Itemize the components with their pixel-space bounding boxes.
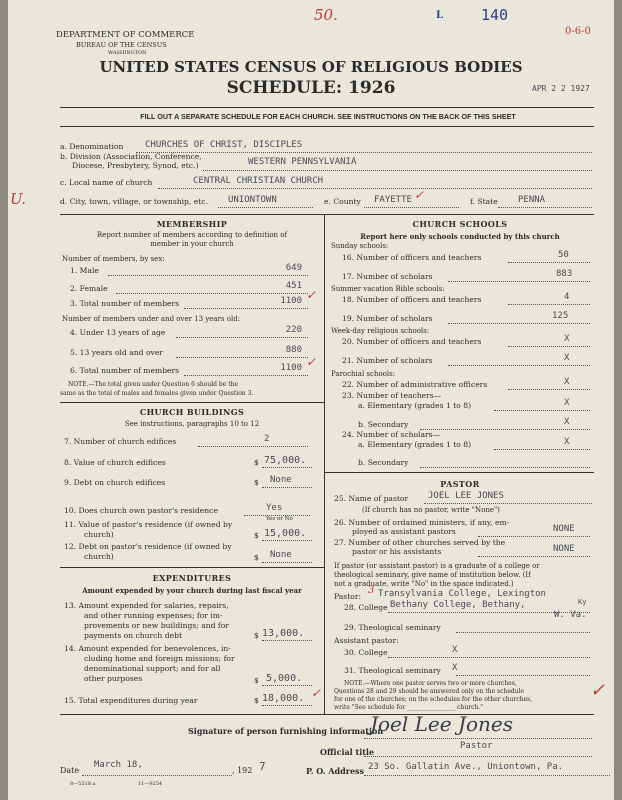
denomination-label: a. Denomination: [60, 142, 124, 151]
q29-label: 29. Theological seminary: [344, 623, 441, 632]
q16-label: 16. Number of officers and teachers: [342, 253, 482, 262]
q4-value: 220: [285, 325, 302, 335]
q14-label-1: 14. Amount expended for benevolences, in-: [64, 644, 231, 653]
pastor-note-2: Questions 28 and 29 should be answered only on the schedule: [334, 688, 525, 695]
official-title-label: Official title: [320, 747, 375, 757]
pastor-note-4: write "See schedule for ________________ church.": [334, 704, 483, 711]
q18-value: 4: [564, 292, 570, 302]
q23b-value: X: [564, 417, 570, 427]
blue-tick-mark: L: [436, 10, 444, 21]
q3-value: 1100: [280, 296, 302, 306]
division-label-2: Diocese, Presbytery, Synod, etc.): [72, 161, 199, 170]
county-label: e. County: [324, 197, 361, 206]
q11-dollar: $: [254, 531, 259, 540]
q5-label: 5. 13 years old and over: [70, 348, 163, 357]
membership-heading: MEMBERSHIP: [156, 219, 228, 229]
q3-label: 3. Total number of members: [70, 299, 180, 308]
date-label: Date: [60, 766, 80, 775]
q6-check-mark: ✓: [306, 355, 317, 369]
summer-schools-label: Summer vacation Bible schools:: [331, 285, 445, 293]
q1-value: 649: [285, 263, 302, 273]
assistant-pastor-label: Assistant pastor:: [334, 636, 399, 645]
members-by-sex-label: Number of members, by sex:: [62, 255, 165, 263]
city-name: WASHINGTON: [108, 50, 147, 56]
membership-note-1: NOTE.—The total given under Question 6 should be the: [68, 381, 239, 388]
sunday-schools-label: Sunday schools:: [331, 242, 389, 250]
official-title-value: Pastor: [460, 741, 493, 751]
yes-or-no-hint: Yes or No: [266, 516, 293, 522]
q23a-value: X: [564, 398, 570, 408]
red-check-pastor: ✓: [590, 680, 606, 701]
q30-value: X: [452, 645, 458, 655]
q30-label: 30. College: [344, 648, 388, 657]
q18-label: 18. Number of officers and teachers: [342, 295, 482, 304]
expenditures-heading: EXPENDITURES: [152, 573, 232, 583]
q10-value: Yes: [266, 503, 283, 513]
q11-label: 11. Value of pastor's residence (if owned by: [64, 520, 233, 529]
city-label: d. City, town, village, or township, etc.: [60, 197, 208, 206]
q13-label-1: 13. Amount expended for salaries, repairs,: [64, 601, 229, 610]
q1-label: 1. Male: [70, 266, 99, 275]
q28-ky: Ky: [578, 598, 587, 606]
buildings-heading: CHURCH BUILDINGS: [139, 407, 245, 417]
q7-label: 7. Number of church edifices: [64, 437, 177, 446]
state-label: f. State: [470, 197, 498, 206]
q13-value: 13,000.: [262, 628, 305, 639]
q27-value: NONE: [553, 544, 575, 554]
q15-check-mark: ✓: [311, 686, 322, 700]
schools-heading: CHURCH SCHOOLS: [412, 219, 508, 229]
q20-label: 20. Number of officers and teachers: [342, 337, 482, 346]
q15-value: 18,000.: [262, 693, 305, 704]
q8-dollar: $: [254, 458, 259, 467]
q11-label-2: church): [84, 530, 114, 539]
address-value: 23 So. Gallatin Ave., Uniontown, Pa.: [368, 762, 564, 772]
state-value: PENNA: [518, 195, 546, 205]
expenditures-subheading: Amount expended by your church during last fiscal year: [82, 586, 302, 595]
q31-value: X: [452, 663, 458, 673]
parochial-schools-label: Parochial schools:: [331, 370, 396, 378]
q27-label-2: pastor or his assistants: [352, 547, 442, 556]
q22-value: X: [564, 377, 570, 387]
q6-label: 6. Total number of members: [70, 366, 180, 375]
q14-label-3: denominational support; and for all: [84, 664, 221, 673]
q23-label: 23. Number of teachers—: [342, 391, 442, 400]
red-note-3: 3: [368, 585, 375, 596]
q8-label: 8. Value of church edifices: [64, 458, 166, 467]
q2-label: 2. Female: [70, 284, 108, 293]
q9-label: 9. Debt on church edifices: [64, 478, 166, 487]
q12-value: None: [270, 550, 292, 560]
pastor-note-3: for one of the churches; on the schedules for the other churches,: [334, 696, 533, 703]
q5-value: 880: [285, 345, 302, 355]
membership-intro-1: Report number of members according to definition of: [96, 231, 288, 239]
q24a-label: a. Elementary (grades 1 to 8): [358, 440, 472, 449]
q13-label-2: and other running expenses; for im-: [84, 611, 223, 620]
local-name-value: CENTRAL CHRISTIAN CHURCH: [193, 176, 324, 186]
pastor-note-1: NOTE.—Where one pastor serves two or more churches,: [344, 680, 517, 687]
q17-label: 17. Number of scholars: [342, 272, 433, 281]
received-stamp: APR 2 2 1927: [532, 84, 590, 93]
q15-label: 15. Total expenditures during year: [64, 696, 198, 705]
q8-value: 75,000.: [264, 455, 307, 466]
date-value: March 18,: [94, 760, 143, 770]
bureau-name: BUREAU OF THE CENSUS: [76, 41, 167, 49]
q23b-label: b. Secondary: [358, 420, 409, 429]
q12-label: 12. Debt on pastor's residence (if owned by: [64, 542, 232, 551]
year-digit: 7: [259, 760, 266, 773]
code-mark: 0-6-0: [565, 26, 591, 37]
local-name-label: c. Local name of church: [60, 178, 153, 187]
header-rule-top: [60, 107, 594, 108]
q9-dollar: $: [254, 478, 259, 487]
header-rule-bottom: [60, 126, 594, 127]
q12-dollar: $: [254, 553, 259, 562]
q25-value: JOEL LEE JONES: [428, 491, 504, 501]
q3-check-mark: ✓: [306, 288, 317, 302]
q28-label: 28. College: [344, 603, 388, 612]
q22-label: 22. Number of administrative officers: [342, 380, 488, 389]
q2-value: 451: [285, 281, 302, 291]
form-number-1: 8—5518 a: [70, 781, 96, 787]
schedule-title: SCHEDULE: 1926: [226, 78, 396, 98]
q27-label-1: 27. Number of other churches served by the: [334, 538, 506, 547]
schools-intro: Report here only schools conducted by this church: [360, 232, 560, 241]
members-by-age-label: Number of members under and over 13 years old:: [62, 315, 241, 323]
division-value: WESTERN PENNSYLVANIA: [248, 157, 357, 167]
q16-value: 50: [558, 250, 569, 260]
q14-label-4: other purposes: [84, 674, 143, 683]
membership-intro-2: member in your church: [150, 240, 234, 248]
q14-label-2: cluding home and foreign missions; for: [84, 654, 235, 663]
census-schedule-page: [8, 0, 614, 800]
department-name: DEPARTMENT OF COMMERCE: [56, 30, 195, 40]
q21-label: 21. Number of scholars: [342, 356, 433, 365]
q31-label: 31. Theological seminary: [344, 666, 441, 675]
q13-label-4: payments on church debt: [84, 631, 182, 640]
center-divider: [324, 214, 325, 714]
denomination-value: CHURCHES OF CHRIST, DISCIPLES: [145, 140, 303, 150]
q19-label: 19. Number of scholars: [342, 314, 433, 323]
county-value: FAYETTE: [374, 195, 412, 205]
pastor-heading: PASTOR: [440, 479, 480, 489]
q21-value: X: [564, 353, 570, 363]
q7-value: 2: [264, 434, 270, 444]
q28-value: Bethany College, Bethany,: [390, 600, 526, 610]
q13-label-3: provements or new buildings; and for: [84, 621, 229, 630]
q6-value: 1100: [280, 363, 302, 373]
q24-label: 24. Number of scholars—: [342, 430, 441, 439]
city-value: UNIONTOWN: [228, 195, 277, 205]
weekday-schools-label: Week-day religious schools:: [331, 327, 430, 335]
q19-value: 125: [552, 311, 569, 321]
sections-top-rule: [60, 214, 594, 215]
form-title: UNITED STATES CENSUS OF RELIGIOUS BODIES: [99, 58, 523, 76]
form-number-2: 11—9254: [138, 781, 163, 787]
q17-value: 883: [556, 269, 573, 279]
q24a-value: X: [564, 437, 570, 447]
handwritten-signature: Joel Lee Jones: [370, 712, 513, 736]
q12-label-2: church): [84, 552, 114, 561]
q24b-label: b. Secondary: [358, 458, 409, 467]
q14-dollar: $: [254, 676, 259, 685]
q28-state: W. Va.: [554, 610, 587, 620]
pastor-sub-label: Pastor:: [334, 592, 362, 601]
county-check-mark: ✓: [414, 188, 425, 202]
q9-value: None: [270, 475, 292, 485]
graduate-note-3: not a graduate, write "No" in the space indicated.): [334, 580, 514, 588]
q14-value: 5,000.: [266, 673, 303, 684]
graduate-note-2: theological seminary, give name of institution below. (If: [334, 571, 531, 579]
q28-prior-college: Transylvania College, Lexington: [378, 589, 546, 599]
division-label: b. Division (Association, Conference,: [60, 152, 202, 161]
q25-label: 25. Name of pastor: [334, 494, 409, 503]
buildings-subheading: See instructions, paragraphs 10 to 12: [124, 420, 260, 428]
q13-dollar: $: [254, 631, 259, 640]
q26-label-1: 26. Number of ordained ministers, if any, em-: [334, 518, 510, 527]
red-page-number: 50.: [314, 6, 338, 24]
q25-hint: (If church has no pastor, write "None"): [362, 506, 500, 514]
red-side-mark: U.: [10, 190, 27, 208]
q11-value: 15,000.: [264, 528, 307, 539]
q4-label: 4. Under 13 years of age: [70, 328, 166, 337]
address-label: P. O. Address: [306, 766, 365, 776]
year-prefix: , 192: [232, 766, 253, 775]
q20-value: X: [564, 334, 570, 344]
q26-value: NONE: [553, 524, 575, 534]
q26-label-2: ployed as assistant pastors: [352, 527, 456, 536]
q10-label: 10. Does church own pastor's residence: [64, 506, 218, 515]
blue-serial-number: 140: [481, 6, 509, 24]
membership-note-2: same as the total of males and females given under Question 3.: [60, 390, 254, 397]
q23a-label: a. Elementary (grades 1 to 8): [358, 401, 472, 410]
graduate-note-1: If pastor (or assistant pastor) is a graduate of a college or: [334, 562, 540, 570]
sections-bottom-rule: [60, 714, 594, 715]
instruction-banner: FILL OUT A SEPARATE SCHEDULE FOR EACH CHURCH. SEE INSTRUCTIONS ON THE BACK OF THIS SHEET: [140, 112, 516, 121]
signature-label: Signature of person furnishing information: [188, 726, 384, 736]
q15-dollar: $: [254, 696, 259, 705]
